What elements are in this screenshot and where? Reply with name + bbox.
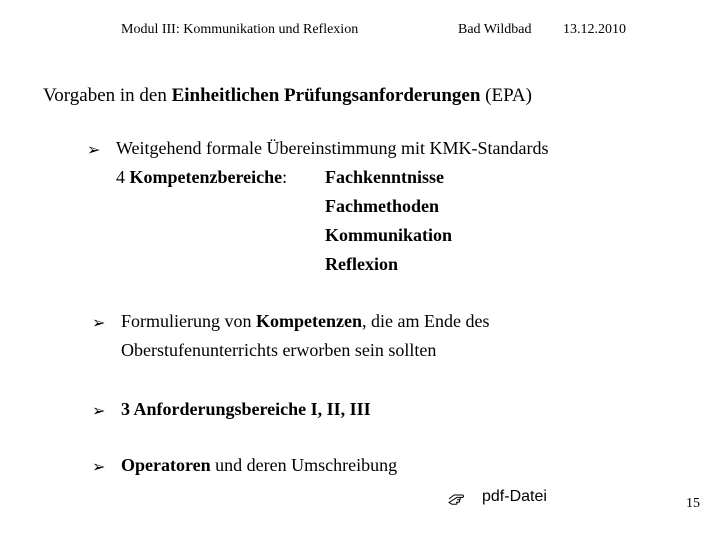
arrow-bullet-icon: ➢ (92, 401, 106, 420)
bullet2-suffix: , die am Ende des (361, 311, 490, 331)
title-prefix: Vorgaben in den (43, 85, 172, 106)
page-number: 15 (686, 496, 700, 511)
arrow-bullet-icon: ➢ (92, 313, 106, 332)
pdf-link-label[interactable]: pdf-Datei (482, 488, 547, 505)
bullet1-line2-bold: Kompetenzbereiche (129, 167, 283, 187)
competence-area: Fachmethoden (325, 196, 439, 216)
bullet1-line2-prefix: 4 (116, 167, 130, 187)
bullet4-suffix: und deren Umschreibung (210, 455, 398, 475)
bullet1-line2 (116, 167, 287, 188)
competence-area: Kommunikation (325, 225, 453, 245)
header-date: 13.12.2010 (563, 22, 626, 37)
bullet2-prefix: Formulierung von (121, 311, 256, 331)
bullet1-text: Weitgehend formale Übereinstimmung mit KMK-Standards (116, 138, 549, 158)
slide-title (43, 85, 532, 107)
bullet4-bold: Operatoren (121, 455, 211, 475)
bullet1-line2-colon: : (282, 167, 288, 187)
bullet2-line2: Oberstufenunterrichts erworben sein sollten (121, 340, 437, 360)
header-place: Bad Wildbad (458, 22, 532, 37)
bullet2-line1 (121, 311, 489, 332)
competence-area: Fachkenntnisse (325, 167, 445, 187)
bullet3-text: 3 Anforderungsbereiche I, II, III (121, 399, 371, 419)
title-bold: Einheitlichen Prüfungsanforderungen (171, 85, 481, 106)
arrow-bullet-icon: ➢ (92, 457, 106, 476)
bullet2-bold: Kompetenzen (256, 311, 362, 331)
arrow-bullet-icon: ➢ (87, 140, 101, 159)
title-suffix: (EPA) (480, 85, 532, 106)
header-module: Modul III: Kommunikation und Reflexion (121, 22, 359, 37)
pointing-hand-icon (448, 491, 464, 510)
bullet4-text (121, 455, 397, 476)
competence-area: Reflexion (325, 254, 398, 274)
